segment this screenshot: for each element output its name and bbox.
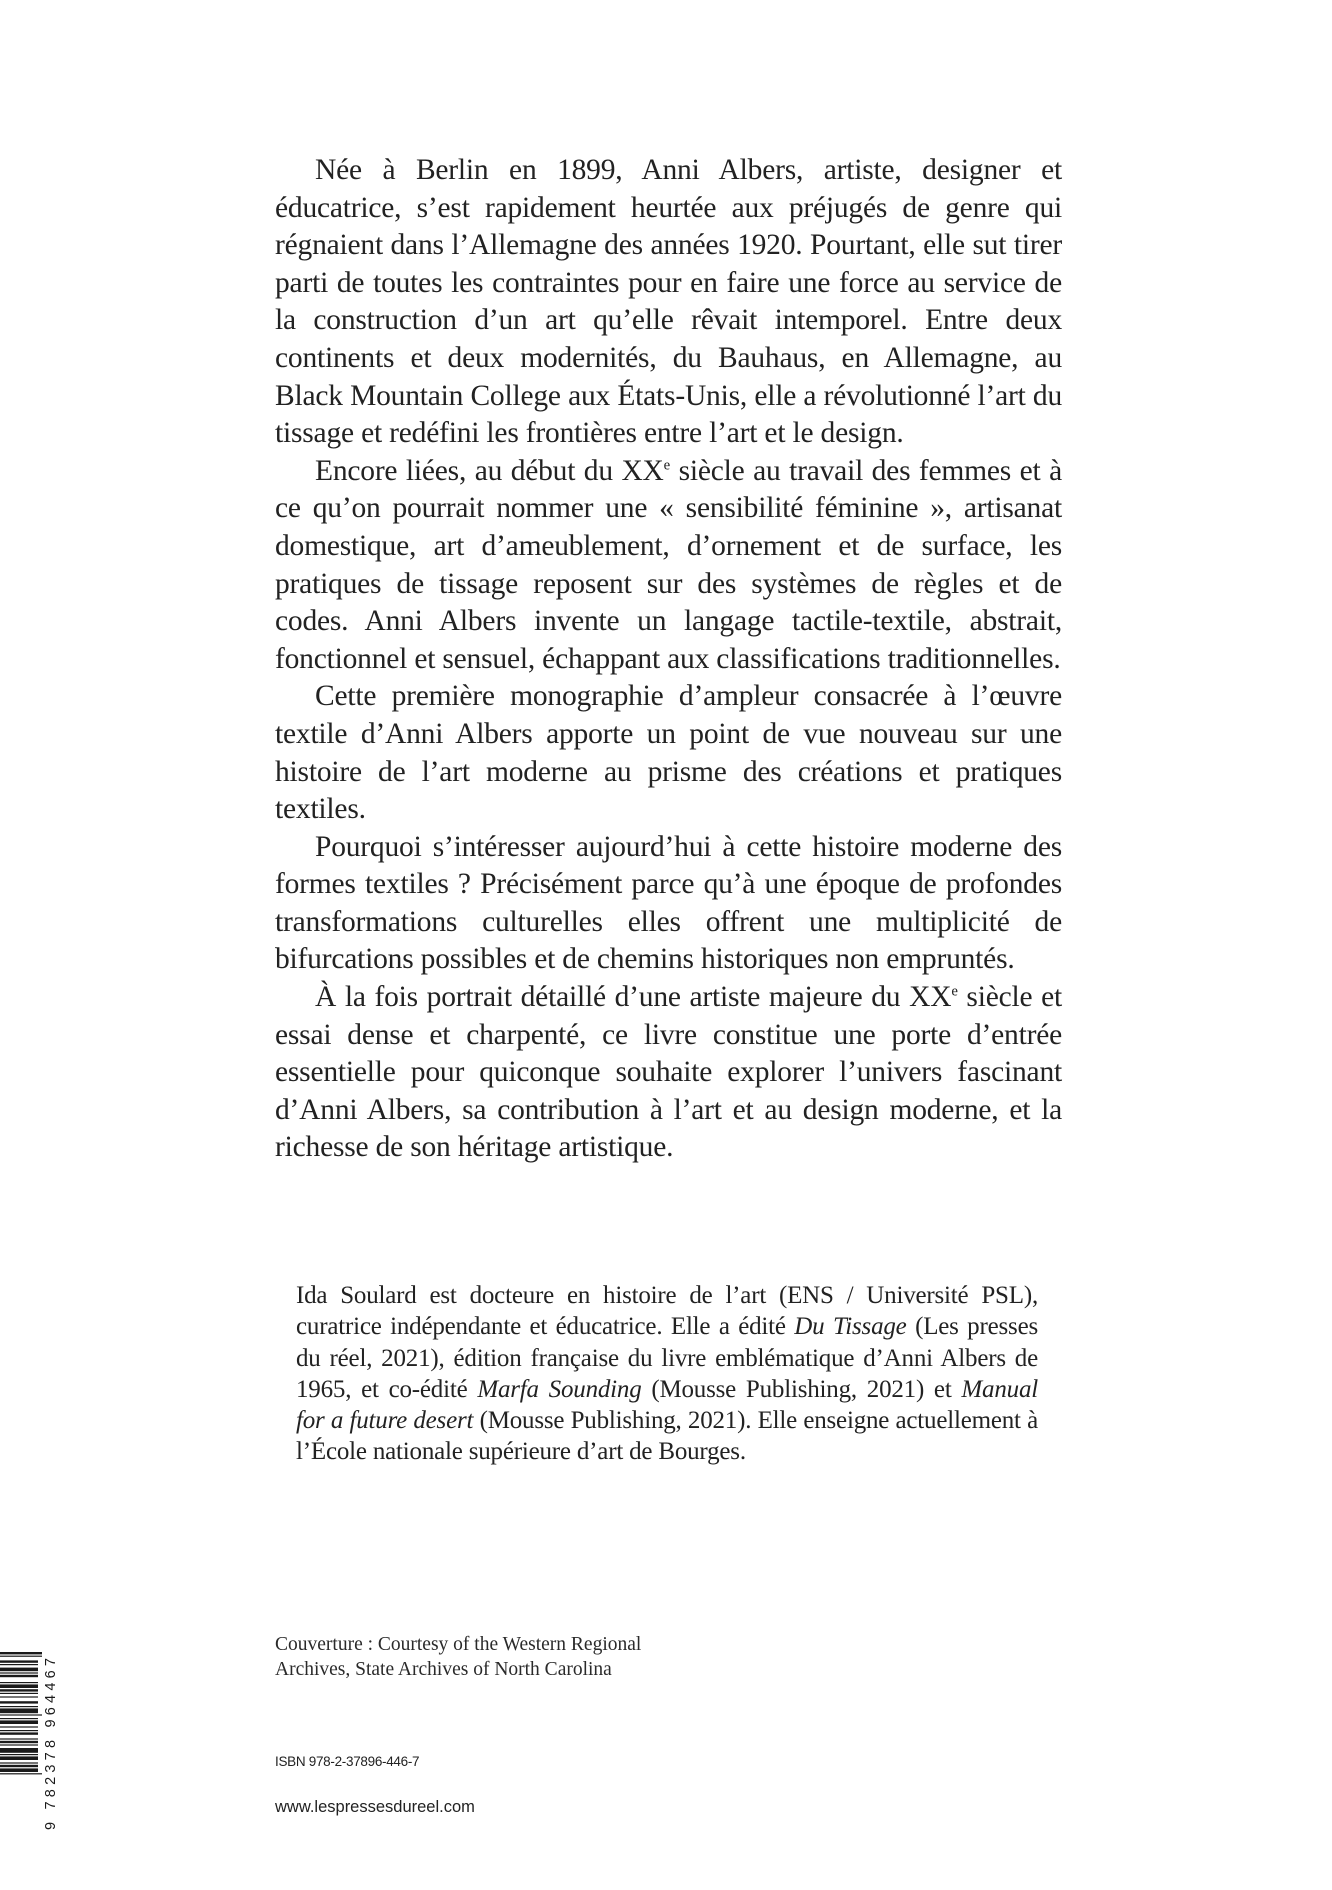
barcode-bar bbox=[0, 1720, 38, 1724]
paragraph-4: Pourquoi s’intéresser aujourd’hui à cette histoire moderne des formes textiles ? Précisément parce qu’à une époque de profondes transformations culturelles elles offrent une multiplicité de bifurcations possibles et de chemins historiques non empruntés. bbox=[275, 830, 1062, 976]
barcode-bar bbox=[0, 1682, 38, 1683]
barcode-bar bbox=[0, 1672, 38, 1673]
paragraph-1: Née à Berlin en 1899, Anni Albers, artiste, designer et éducatrice, s’est rapidement heurtée aux préjugés de genre qui régnaient dans l’Allemagne des années 1920. Pourtant, elle sut tirer parti de toutes les contraintes pour en faire une force au service de la construction d’un art qu’elle rêvait intemporel. Entre deux continents et deux modernités, du Bauhaus, en Allemagne, au Black Mountain College aux États-Unis, elle a révolutionné l’art du tissage et redéfini les frontières entre l’art et le design. bbox=[275, 154, 1062, 450]
author-bio: Ida Soulard est docteure en histoire de l’art (ENS / Université PSL), curatrice indépendante et éducatrice. Elle a édité Du Tissage (Les presses du réel, 2021), édition française du livre emblématique d’Anni Albers de 1965, et co-édité Marfa Sounding (Mousse Publishing, 2021) et Manual for a future desert (Mousse Publishing, 2021). Elle enseigne actuellement à l’École nationale supérieure d’art de Bourges. bbox=[296, 1282, 1038, 1466]
barcode-bar bbox=[0, 1726, 38, 1727]
book-title: Marfa Sounding bbox=[477, 1375, 642, 1403]
barcode-bar bbox=[0, 1748, 38, 1753]
barcode-bar bbox=[0, 1732, 38, 1734]
paragraph-2: Encore liées, au début du XXe siècle au travail des femmes et à ce qu’on pourrait nommer une « sensibilité féminine », artisanat domestique, art d’ameublement, d’ornement et de surface, les pratiques de tissage reposent sur des systèmes de règles et de codes. Anni Albers invente un langage tactile-textile, abstrait, fonctionnel et sensuel, échappant aux classifications traditionnelles. bbox=[275, 454, 1062, 675]
barcode-bar bbox=[0, 1773, 42, 1774]
barcode-bar bbox=[0, 1714, 42, 1715]
barcode-bar bbox=[0, 1754, 38, 1755]
barcode-bar bbox=[0, 1744, 38, 1745]
barcode-bar bbox=[0, 1684, 38, 1688]
barcode-bar bbox=[0, 1708, 38, 1713]
back-cover-description bbox=[275, 152, 1062, 1167]
barcode-digits: 9 782378 964467 bbox=[43, 1658, 59, 1830]
barcode-bar bbox=[0, 1668, 38, 1672]
book-title: Du Tissage bbox=[794, 1313, 907, 1341]
barcode-bar bbox=[0, 1765, 38, 1767]
barcode-bar bbox=[0, 1756, 38, 1760]
paragraph-3: Cette première monographie d’ampleur consacrée à l’œuvre textile d’Anni Albers apporte un point de vue nouveau sur une histoire de l’art moderne au prisme des créations et pratiques textiles. bbox=[275, 680, 1062, 826]
barcode-bar bbox=[0, 1738, 38, 1739]
cover-credit: Couverture : Courtesy of the Western Regional Archives, State Archives of North Carolina bbox=[275, 1634, 642, 1680]
barcode-icon bbox=[0, 1652, 60, 1834]
barcode-bar bbox=[0, 1762, 38, 1763]
isbn: ISBN 978-2-37896-446-7 bbox=[275, 1754, 420, 1769]
barcode-bar bbox=[0, 1718, 38, 1719]
barcode-bar bbox=[0, 1730, 38, 1731]
publisher-website[interactable]: www.lespressesdureel.com bbox=[275, 1798, 475, 1816]
barcode-bar bbox=[0, 1689, 38, 1691]
barcode-bar bbox=[0, 1656, 42, 1657]
barcode-bar bbox=[0, 1706, 38, 1707]
book-title: Manual for a future desert bbox=[296, 1375, 1038, 1435]
barcode-bar bbox=[0, 1693, 38, 1694]
barcode-bar bbox=[0, 1675, 38, 1677]
barcode-bar bbox=[0, 1768, 38, 1772]
paragraph-5: À la fois portrait détaillé d’une artiste majeure du XXe siècle et essai dense et charpenté, ce livre constitue une porte d’entrée essentielle pour quiconque souhaite explorer l’univers fascinant d’Anni Albers, sa contribution à l’art et au design moderne, et la richesse de son héritage artistique. bbox=[275, 981, 1062, 1164]
barcode-bar bbox=[0, 1664, 38, 1665]
barcode-bar bbox=[0, 1741, 38, 1743]
barcode-bar bbox=[0, 1696, 38, 1697]
barcode-bar bbox=[0, 1652, 42, 1654]
barcode-bar bbox=[0, 1701, 38, 1703]
barcode-bar bbox=[0, 1660, 38, 1662]
